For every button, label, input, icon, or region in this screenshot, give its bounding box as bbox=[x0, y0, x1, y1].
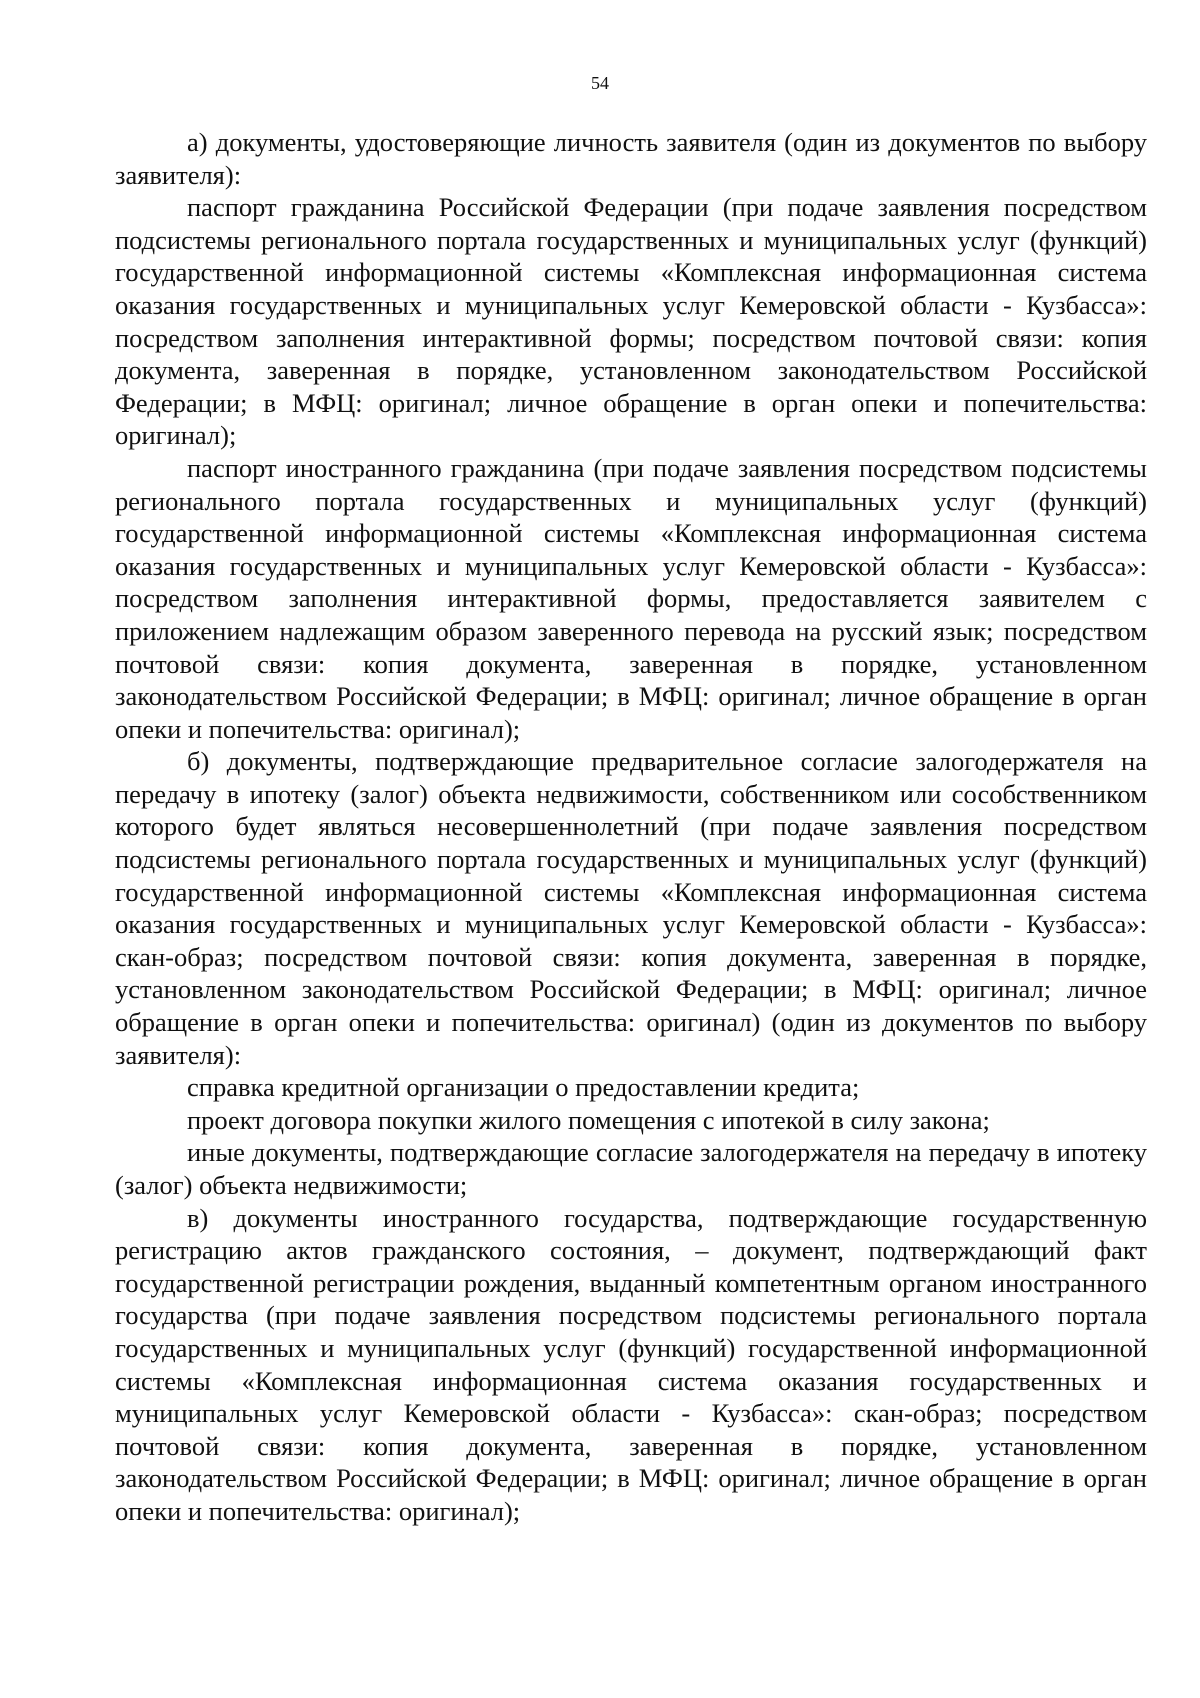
paragraph-other-consent-documents: иные документы, подтверждающие согласие залогодержателя на передачу в ипотеку (залог) объекта недвижимости; bbox=[115, 1137, 1147, 1200]
paragraph-foreign-passport: паспорт иностранного гражданина (при подаче заявления посредством подсистемы регионального портала государственных и муниципальных услуг (функций) государственной информационной системы «Комплексная информационная система оказания государственных и муниципальных услуг Кемеровской области - Кузбасса»: посредством заполнения интерактивной формы, предоставляется заявителем с приложением надлежащим образом заверенного перевода на русский язык; посредством почтовой связи: копия документа, заверенная в порядке, установленном законодательством Российской Федерации; в МФЦ: оригинал; личное обращение в орган опеки и попечительства: оригинал); bbox=[115, 452, 1147, 744]
paragraph-item-c-foreign-civil-registration: в) документы иностранного государства, подтверждающие государственную регистрацию актов гражданского состояния, – документ, подтверждающий факт государственной регистрации рождения, выданный компетентным органом иностранного государства (при подаче заявления посредством подсистемы регионального портала государственных и муниципальных услуг (функций) государственной информационной системы «Комплексная информационная система оказания государственных и муниципальных услуг Кемеровской области - Кузбасса»: скан-образ; посредством почтовой связи: копия документа, заверенная в порядке, установленном законодательством Российской Федерации; в МФЦ: оригинал; личное обращение в орган опеки и попечительства: оригинал); bbox=[115, 1202, 1147, 1526]
paragraph-item-a-identity-documents: а) документы, удостоверяющие личность заявителя (один из документов по выбору заявителя): bbox=[115, 127, 1147, 190]
paragraph-bank-certificate: справка кредитной организации о предоставлении кредита; bbox=[187, 1072, 860, 1103]
page-number: 54 bbox=[591, 73, 609, 93]
paragraph-purchase-contract-draft: проект договора покупки жилого помещения с ипотекой в силу закона; bbox=[187, 1104, 990, 1135]
paragraph-russian-passport: паспорт гражданина Российской Федерации (при подаче заявления посредством подсистемы регионального портала государственных и муниципальных услуг (функций) государственной информационной системы «Комплексная информационная система оказания государственных и муниципальных услуг Кемеровской области - Кузбасса»: посредством заполнения интерактивной формы; посредством почтовой связи: копия документа, заверенная в порядке, установленном законодательством Российской Федерации; в МФЦ: оригинал; личное обращение в орган опеки и попечительства: оригинал); bbox=[115, 192, 1147, 451]
document-body bbox=[115, 126, 1147, 1528]
paragraph-item-b-mortgagee-consent: б) документы, подтверждающие предварительное согласие залогодержателя на передачу в ипотеку (залог) объекта недвижимости, собственником или сособственником которого будет являться несовершеннолетний (при подаче заявления посредством подсистемы регионального портала государственных и муниципальных услуг (функций) государственной информационной системы «Комплексная информационная система оказания государственных и муниципальных услуг Кемеровской области - Кузбасса»: скан-образ; посредством почтовой связи: копия документа, заверенная в порядке, установленном законодательством Российской Федерации; в МФЦ: оригинал; личное обращение в орган опеки и попечительства: оригинал) (один из документов по выбору заявителя): bbox=[115, 746, 1147, 1070]
